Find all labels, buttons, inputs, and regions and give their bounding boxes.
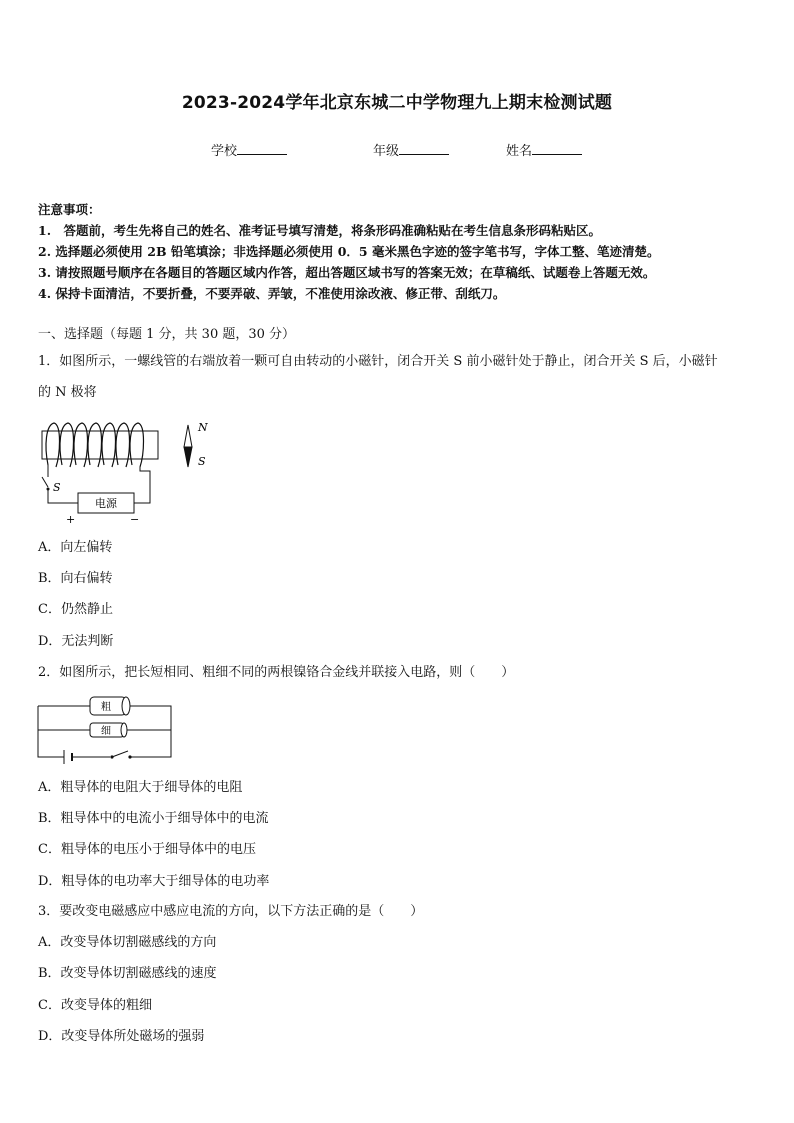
option-a[interactable]: A．向左偏转 — [38, 540, 113, 555]
question-1-stem-cont: 的 N 极将 — [38, 385, 97, 400]
page-title: 2023-2024学年北京东城二中学物理九上期末检测试题 — [181, 93, 613, 113]
question-1-stem: 1．如图所示，一螺线管的右端放着一颗可自由转动的小磁针，闭合开关 S 前小磁针处于静止，闭合开关 S 后，小磁针 — [38, 354, 718, 369]
switch-lever — [112, 751, 128, 757]
option-d[interactable]: D．无法判断 — [38, 634, 114, 649]
parallel-wires-diagram — [34, 692, 179, 772]
school-label: 学校 — [211, 144, 238, 159]
switch-lever — [42, 477, 48, 487]
option-a[interactable]: A．粗导体的电阻大于细导体的电阻 — [38, 780, 243, 795]
school-field[interactable] — [211, 140, 287, 159]
option-d[interactable]: D．改变导体所处磁场的强弱 — [38, 1029, 205, 1044]
name-field[interactable] — [506, 140, 582, 159]
notice-item: 4. 保持卡面清洁，不要折叠，不要弄破、弄皱，不准使用涂改液、修正带、刮纸刀。 — [38, 286, 506, 301]
notice-item: 3. 请按照题号顺序在各题目的答题区域内作答，超出答题区域书写的答案无效；在草稿纸、试题卷上答题无效。 — [38, 265, 656, 280]
notice-item: 1. 答题前，考生先将自己的姓名、准考证号填写清楚，将条形码准确粘贴在考生信息条形码粘贴区。 — [38, 223, 602, 238]
section-heading: 一、选择题（每题 1 分，共 30 题，30 分） — [38, 327, 296, 342]
thin-wire-label: 细 — [101, 726, 111, 737]
option-c[interactable]: C．粗导体的电压小于细导体中的电压 — [38, 842, 256, 857]
needle-south-half — [184, 447, 192, 467]
grade-field[interactable] — [373, 140, 449, 159]
name-blank[interactable] — [532, 142, 582, 155]
plus-terminal: + — [66, 513, 76, 526]
name-label: 姓名 — [506, 144, 533, 159]
option-c[interactable]: C．改变导体的粗细 — [38, 998, 152, 1013]
option-c[interactable]: C．仍然静止 — [38, 602, 113, 617]
grade-label: 年级 — [373, 144, 400, 159]
grade-blank[interactable] — [399, 142, 449, 155]
notice-heading: 注意事项： — [38, 202, 101, 217]
switch-label: S — [53, 481, 61, 494]
needle-north-half — [184, 425, 192, 447]
minus-terminal: − — [130, 513, 140, 526]
solenoid-coil — [46, 423, 144, 467]
thick-wire-label: 粗 — [101, 702, 111, 713]
question-3-stem: 3．要改变电磁感应中感应电流的方向，以下方法正确的是（ ） — [38, 904, 424, 919]
solenoid-circuit-diagram — [34, 415, 224, 530]
option-b[interactable]: B．粗导体中的电流小于细导体中的电流 — [38, 811, 269, 826]
option-a[interactable]: A．改变导体切割磁感线的方向 — [38, 935, 217, 950]
question-2-stem: 2．如图所示，把长短相同、粗细不同的两根镍铬合金线并联接入电路，则（ ） — [38, 665, 515, 680]
option-b[interactable]: B．向右偏转 — [38, 571, 113, 586]
option-b[interactable]: B．改变导体切割磁感线的速度 — [38, 966, 217, 981]
power-source-label: 电源 — [95, 497, 117, 510]
needle-n-label: N — [198, 421, 208, 434]
notice-item: 2. 选择题必须使用 2B 铅笔填涂；非选择题必须使用 0．5 毫米黑色字迹的签字笔书写，字体工整、笔迹清楚。 — [38, 244, 660, 259]
needle-s-label: S — [198, 455, 206, 468]
school-blank[interactable] — [237, 142, 287, 155]
option-d[interactable]: D．粗导体的电功率大于细导体的电功率 — [38, 874, 270, 889]
